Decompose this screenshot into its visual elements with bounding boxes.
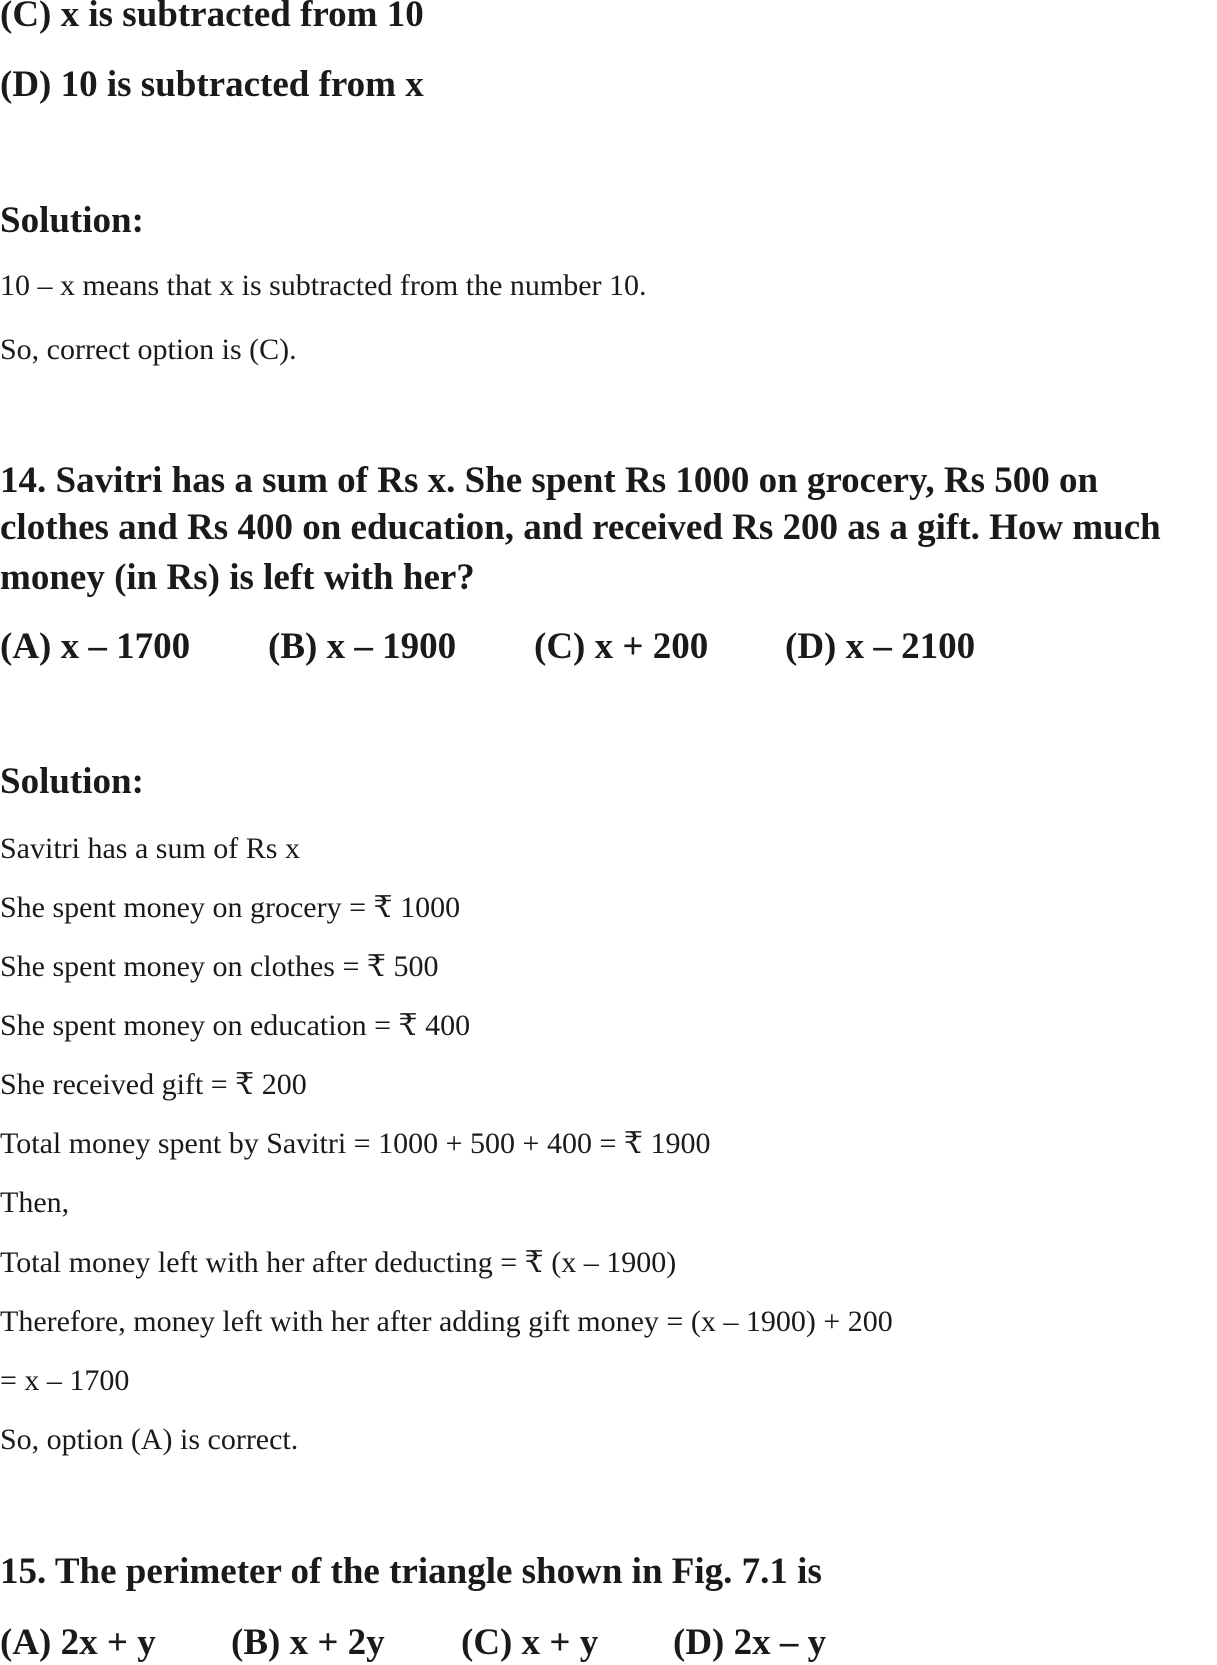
q14-solution-line: = x – 1700 <box>0 1364 130 1397</box>
q13-option-c: (C) x is subtracted from 10 <box>0 0 424 35</box>
q15-option-c: (C) x + y <box>461 1622 599 1663</box>
q14-solution-line: Then, <box>0 1186 70 1219</box>
q14-solution-line: Total money spent by Savitri = 1000 + 500 + 400 = ₹ 1900 <box>0 1127 711 1160</box>
q14-solution-line: Therefore, money left with her after adding gift money = (x – 1900) + 200 <box>0 1305 893 1338</box>
q15-options <box>0 1621 1217 1665</box>
q14-solution-line: She spent money on grocery = ₹ 1000 <box>0 891 461 924</box>
q14-solution-line: She spent money on education = ₹ 400 <box>0 1009 471 1042</box>
q14-question-line: 14. Savitri has a sum of Rs x. She spent Rs 1000 on grocery, Rs 500 on <box>0 460 1099 501</box>
q14-option-a: (A) x – 1700 <box>0 626 191 667</box>
q14-solution-heading: Solution: <box>0 761 144 802</box>
q14-solution-line: Savitri has a sum of Rs x <box>0 832 300 865</box>
q13-option-d: (D) 10 is subtracted from x <box>0 64 424 105</box>
q15-option-b: (B) x + 2y <box>231 1622 385 1663</box>
q14-solution-line: Total money left with her after deducting = ₹ (x – 1900) <box>0 1246 677 1279</box>
q15-option-d: (D) 2x – y <box>673 1622 827 1663</box>
q13-solution-line: So, correct option is (C). <box>0 333 297 366</box>
q15-question: 15. The perimeter of the triangle shown in Fig. 7.1 is <box>0 1551 822 1592</box>
q14-solution-line: She spent money on clothes = ₹ 500 <box>0 950 439 983</box>
q14-solution-line: So, option (A) is correct. <box>0 1423 299 1456</box>
q14-option-c: (C) x + 200 <box>534 626 709 667</box>
q14-options <box>0 625 1217 669</box>
q14-option-b: (B) x – 1900 <box>268 626 457 667</box>
q13-solution-heading: Solution: <box>0 200 144 241</box>
q13-solution-line: 10 – x means that x is subtracted from the number 10. <box>0 269 647 302</box>
q15-option-a: (A) 2x + y <box>0 1622 156 1663</box>
q14-solution-line: She received gift = ₹ 200 <box>0 1068 307 1101</box>
q14-question-line: money (in Rs) is left with her? <box>0 557 475 598</box>
q14-question-line: clothes and Rs 400 on education, and received Rs 200 as a gift. How much <box>0 507 1161 548</box>
q14-option-d: (D) x – 2100 <box>785 626 976 667</box>
